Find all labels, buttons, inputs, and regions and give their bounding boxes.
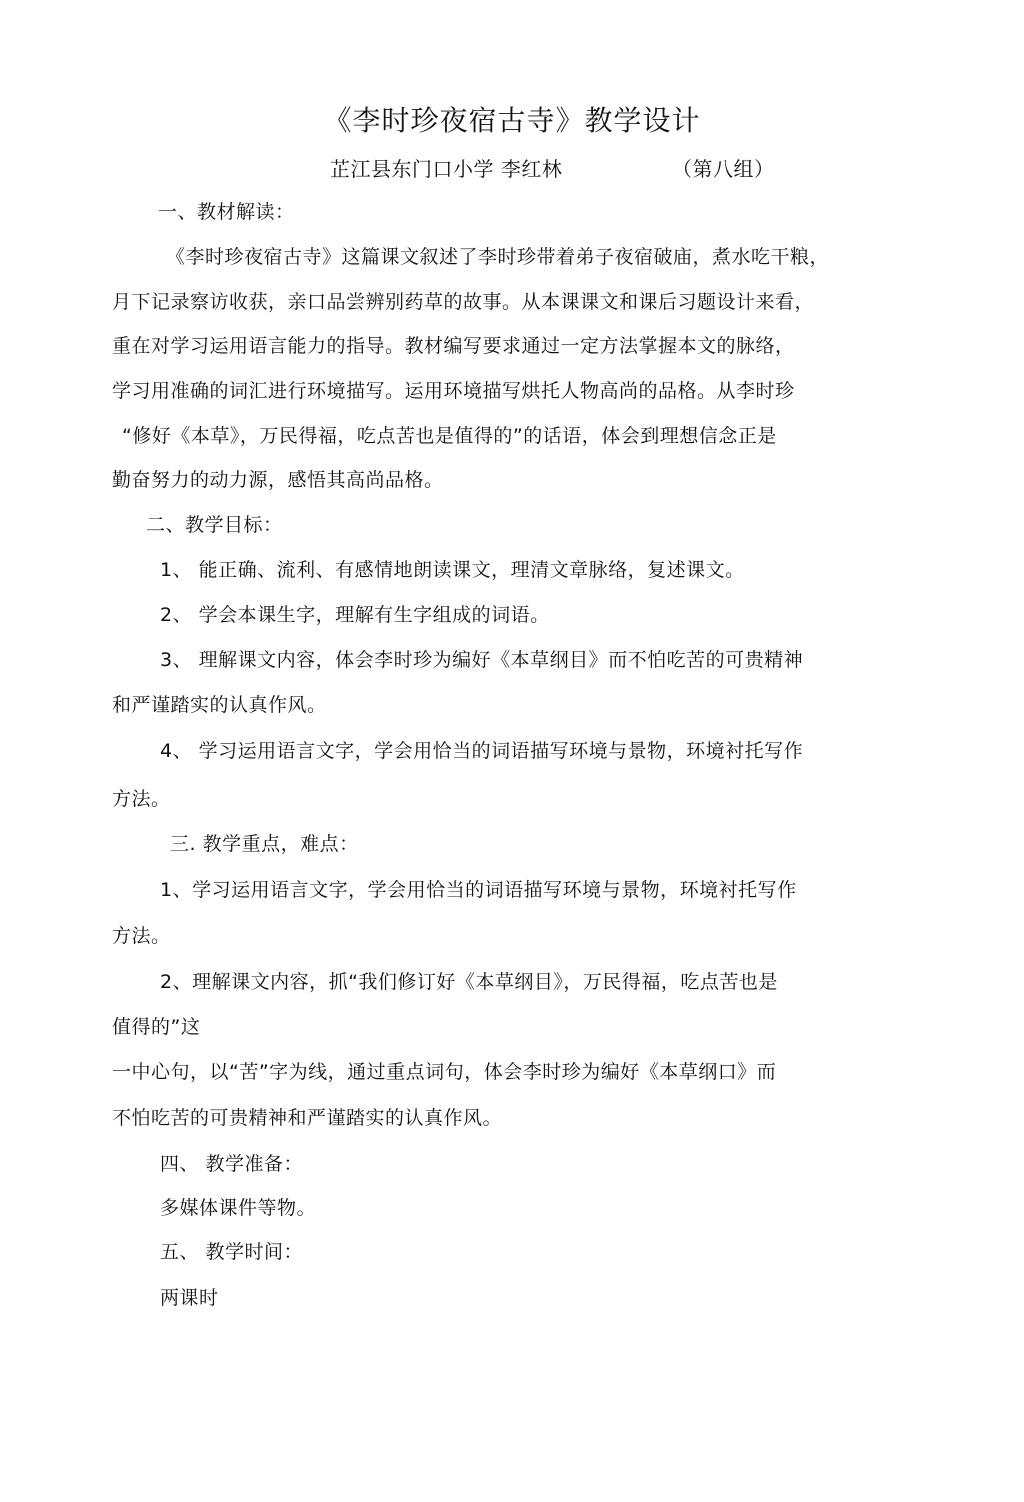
paragraph-line: 重在对学习运用语言能力的指导。教材编写要求通过一定方法掌握本文的脉络， [112,335,795,357]
list-item-continuation: 方法。 [112,925,171,947]
group-label: （第八组） [672,157,775,181]
list-item-continuation: 和严谨踏实的认真作风。 [112,694,327,716]
list-item-continuation: 方法。 [112,788,171,810]
section-4-heading: 四、 教学准备： [160,1153,304,1175]
list-item: 4、 学习运用语言文字，学会用恰当的词语描写环境与景物，环境衬托写作 [160,740,804,762]
document-title: 《李时珍夜宿古寺》教学设计 [323,104,701,137]
list-item: 2、理解课文内容，抓“我们修订好《本草纲目》，万民得福，吃点苦也是 [160,971,778,993]
paragraph-line: 月下记录察访收获，亲口品尝辨别药草的故事。从本课课文和课后习题设计来看， [112,291,815,313]
list-item-continuation: 不怕吃苦的可贵精神和严谨踏实的认真作风。 [112,1107,503,1129]
paragraph-line: 勤奋努力的动力源，感悟其高尚品格。 [112,469,444,491]
author-line: 芷江县东门口小学 李红林 [330,157,563,181]
section-2-heading: 二、教学目标： [146,514,283,536]
list-item: 2、 学会本课生字，理解有生字组成的词语。 [160,604,550,626]
paragraph-line: “修好《本草》，万民得福，吃点苦也是值得的”的话语，体会到理想信念正是 [122,425,777,447]
section-5-heading: 五、 教学时间： [160,1241,304,1263]
section-4-content: 多媒体课件等物。 [160,1197,317,1219]
list-item-continuation: 值得的”这 [112,1016,201,1038]
paragraph-line: 学习用准确的词汇进行环境描写。运用环境描写烘托人物高尚的品格。从李时珍 [112,380,795,402]
paragraph-line: 《李时珍夜宿古寺》这篇课文叙述了李时珍带着弟子夜宿破庙，煮水吃干粮， [166,246,830,268]
list-item: 1、学习运用语言文字，学会用恰当的词语描写环境与景物，环境衬托写作 [160,879,797,901]
list-item-continuation: 一中心句，以“苦”字为线，通过重点词句，体会李时珍为编好《本草纲口》而 [112,1061,777,1083]
list-item: 1、 能正确、流利、有感情地朗读课文，理清文章脉络，复述课文。 [160,559,745,581]
section-5-content: 两课时 [160,1287,219,1309]
list-item: 3、 理解课文内容，体会李时珍为编好《本草纲目》而不怕吃苦的可贵精神 [160,649,804,671]
section-1-heading: 一、教材解读： [158,201,295,223]
section-3-heading: 三. 教学重点，难点： [170,833,359,855]
